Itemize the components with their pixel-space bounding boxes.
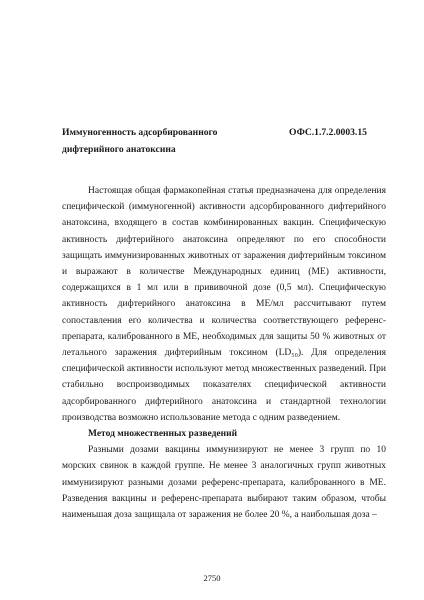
- article-code: ОФС.1.7.2.0003.15: [289, 127, 367, 138]
- intro-paragraph: Настоящая общая фармакопейная статья предназначена для определения специфической (иммуногенной) активности адсорбированного дифтерийного анатоксина, входящего в состав комбинированных вакцин. Специфическую активность дифтерийного анатоксина определяют по его способности защищать иммунизированных животных от заражения дифтерийным токсином и выражают в количестве Международных единиц (МЕ) активности, содержащихся в 1 мл или в прививочной дозе (0,5 мл). Специфическую активность дифтерийного анатоксина в МЕ/мл рассчитывают путем сопоставления его количества и количества соответствующего референс-препарата, калиброванного в МЕ, необходимых для защиты 50 % животных от летального заражения дифтерийным токсином (LD₅₀). Для определения специфической активности используют метод множественных разведений. При стабильно воспроизводимых показателях специфической активности адсорбированного дифтерийного анатоксина и стандартной технологии производства возможно использование метода с одним разведением.: [62, 186, 386, 423]
- article-body: [62, 183, 386, 523]
- section-heading: Метод множественных разведений: [88, 429, 238, 440]
- page-number: 2750: [203, 573, 221, 583]
- article-title: Иммуногенность адсорбированного дифтерийного анатоксина: [62, 127, 218, 155]
- section-paragraph: Разными дозами вакцины иммунизируют не менее 3 групп по 10 морских свинок в каждой группе. Не менее 3 аналогичных групп животных иммунизируют разными дозами референс-препарата, калиброванного в МЕ. Разведения вакцины и референс-препарата выбирают таким образом, чтобы наименьшая доза защищала от заражения не более 20 %, а наибольшая доза –: [62, 445, 386, 521]
- document-header: [62, 124, 382, 158]
